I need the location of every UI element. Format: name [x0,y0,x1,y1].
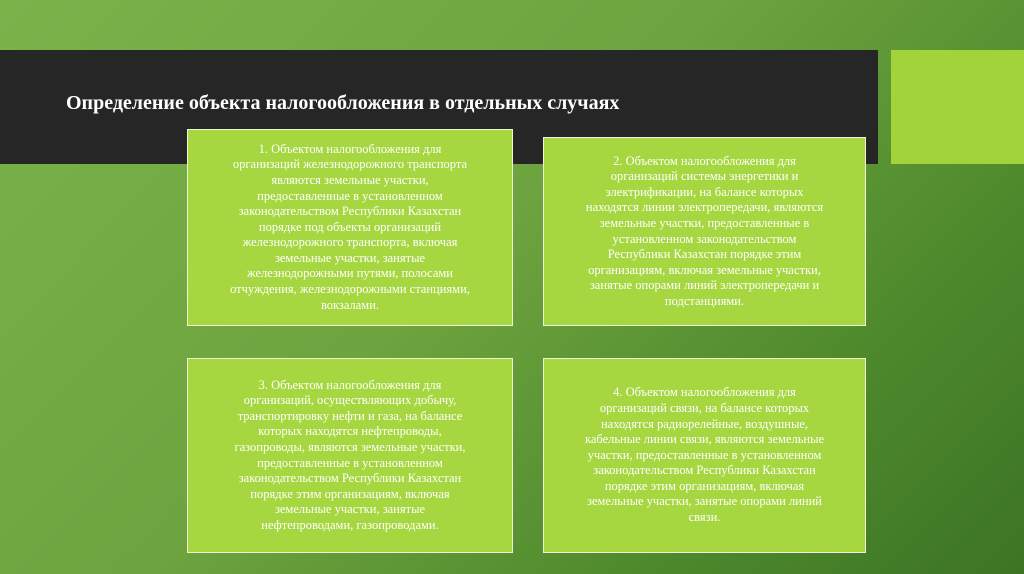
card-text: 1. Объектом налогообложения для организаций железнодорожного транспорта являются земельные участки, предоставленные в установленном законодательством Республики Казахстан порядке под объекты организаций железнодорожного транспорта, включая земельные участки, занятые железнодорожными путями, полосами отчуждения, железнодорожными станциями, вокзалами. [230,141,470,312]
card-oil-gas [187,358,513,553]
slide-title: Определение объекта налогообложения в отдельных случаях [66,92,620,114]
card-text: 2. Объектом налогообложения для организаций системы энергетики и электрификации, на балансе которых находятся линии электропередачи, являются земельные участки, предоставленные в установленном законодательством Республики Казахстан порядке этим организациям, включая земельные участки, занятые опорами линий электропередачи и подстанциями. [585,153,824,308]
card-text: 4. Объектом налогообложения для организаций связи, на балансе которых находятся радиорелейные, воздушные, кабельные линии связи, являются земельные участки, предоставленные в установленном законодательством Республики Казахстан порядке этим организациям, включая земельные участки, занятые опорами линий связи. [584,385,825,525]
card-energy-systems [543,137,866,326]
card-railway-transport [187,129,513,326]
accent-square [891,50,1024,164]
card-communications [543,358,866,553]
card-text: 3. Объектом налогообложения для организаций, осуществляющих добычу, транспортировку нефти и газа, на балансе которых находятся нефтепроводы, газопроводы, являются земельные участки, предоставленные в установленном законодательством Республики Казахстан порядке этим организациям, включая земельные участки, занятые нефтепроводами, газопроводами. [234,377,466,532]
